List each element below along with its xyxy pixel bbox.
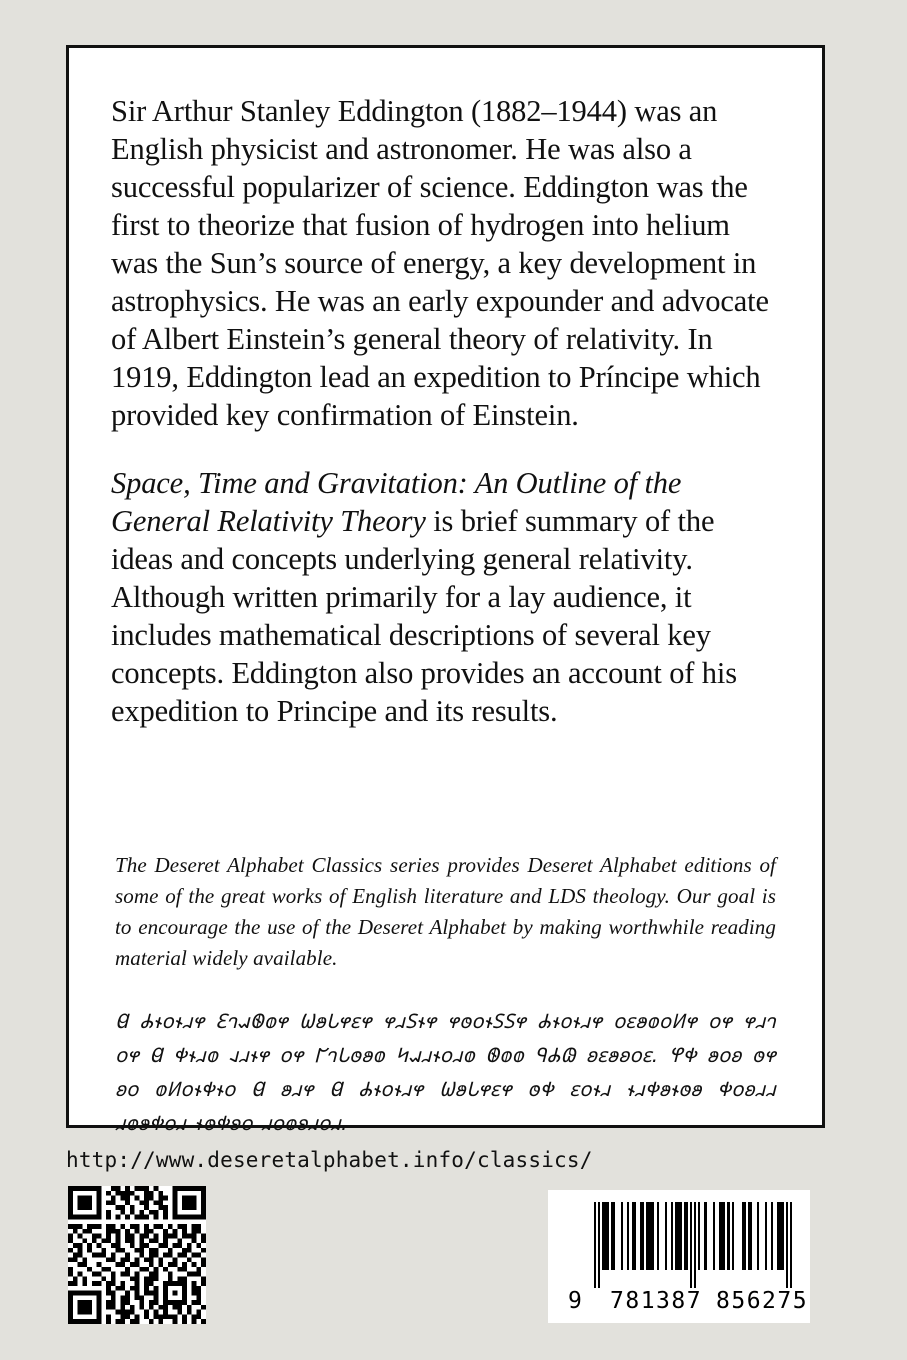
book-description-rest: is brief summary of the ideas and concepts underlying general relativity. Although written primarily for a lay audience, it includes mathematical descriptions of several key concepts. Eddington also provides an account of his expedition to Principe and its results. xyxy=(111,504,737,728)
series-note-spacer xyxy=(111,730,780,850)
barcode-right-group: 856275 xyxy=(716,1288,809,1314)
barcode-bars xyxy=(594,1202,792,1288)
series-note-english: The Deseret Alphabet Classics series provides Deseret Alphabet editions of some of the great works of English literature and LDS theology. Our goal is to encourage the use of the Deseret Alphabet by making worthwhile reading material widely available. xyxy=(115,853,776,970)
cover-page xyxy=(66,45,825,1135)
barcode-digits xyxy=(568,1288,809,1318)
barcode-left-group: 781387 xyxy=(610,1288,703,1314)
book-description-paragraph xyxy=(111,464,780,730)
qr-code[interactable] xyxy=(68,1186,206,1324)
author-blurb-paragraph: Sir Arthur Stanley Eddington (1882–1944) was an English physicist and astronomer. He was also a successful popularizer of science. Eddington was the first to theorize that fusion of hydrogen into helium was the Sun’s source of energy, a key development in astrophysics. He was an early expounder and advocate of Albert Einstein’s general theory of relativity. In 1919, Eddington lead an expedition to Príncipe which provided key confirmation of Einstein. xyxy=(111,94,769,432)
barcode-inner xyxy=(568,1202,809,1315)
qr-code-image xyxy=(68,1186,206,1324)
isbn-barcode xyxy=(548,1190,810,1323)
book-title-italic: Space, Time and Gravitation: An Outline of the General Relativity Theory xyxy=(111,466,682,538)
website-url[interactable]: http://www.deseretalphabet.info/classics/ xyxy=(66,1148,593,1172)
deseret-spacer xyxy=(111,974,780,1004)
cover-page-content xyxy=(69,48,822,1140)
barcode-lead-digit: 9 xyxy=(568,1288,584,1314)
series-note-deseret: 𐐔 𐐌𐐮𐐬𐐮𐐯𐐸 𐐁𐐻𐐱𐐧𐐭𐐸 𐐎𐐵𐐢𐐸𐐩𐐸 𐐸𐐯𐐠𐐮𐐸 𐐸𐐫𐐬𐐮𐐠𐐠𐐸 𐐌𐐮𐐬𐐮𐐯𐐸 𐐬𐐩𐐵𐐭𐐬𐐥𐐸 𐐬𐐸 𐐸𐐯𐐻 𐐬𐐸 𐐔 𐐡𐐮𐐯𐐭 𐐰𐐯𐐮𐐸 𐐬𐐸 𐐊𐐻𐐢𐐫𐐵𐐭 𐐤𐐱𐐯𐐮𐐬𐐯𐐭 𐐧𐐭𐐭 𐐋𐐌𐐘 𐐪𐐩𐐵𐐪𐐬𐐩. 𐐐𐐡 𐐵𐐬𐐪 𐐫𐐸 𐐪𐐬 𐐭𐐥𐐬𐐮𐐡𐐮𐐬 𐐔 𐐵𐐯𐐸 𐐔 𐐌𐐮𐐬𐐮𐐯𐐸 𐐎𐐵𐐢𐐸𐐩𐐸 𐐫𐐡 𐐩𐐬𐐮𐐯 𐐮𐐯𐐡𐐵𐐮𐐫𐐵 𐐡𐐬𐐪𐐯𐐯 𐐯𐐭𐐵𐐡𐐬𐐯 𐐮𐐫𐐡𐐪𐐬 𐐯𐐬𐐭𐐪𐐯𐐬𐐯. xyxy=(115,1009,776,1135)
